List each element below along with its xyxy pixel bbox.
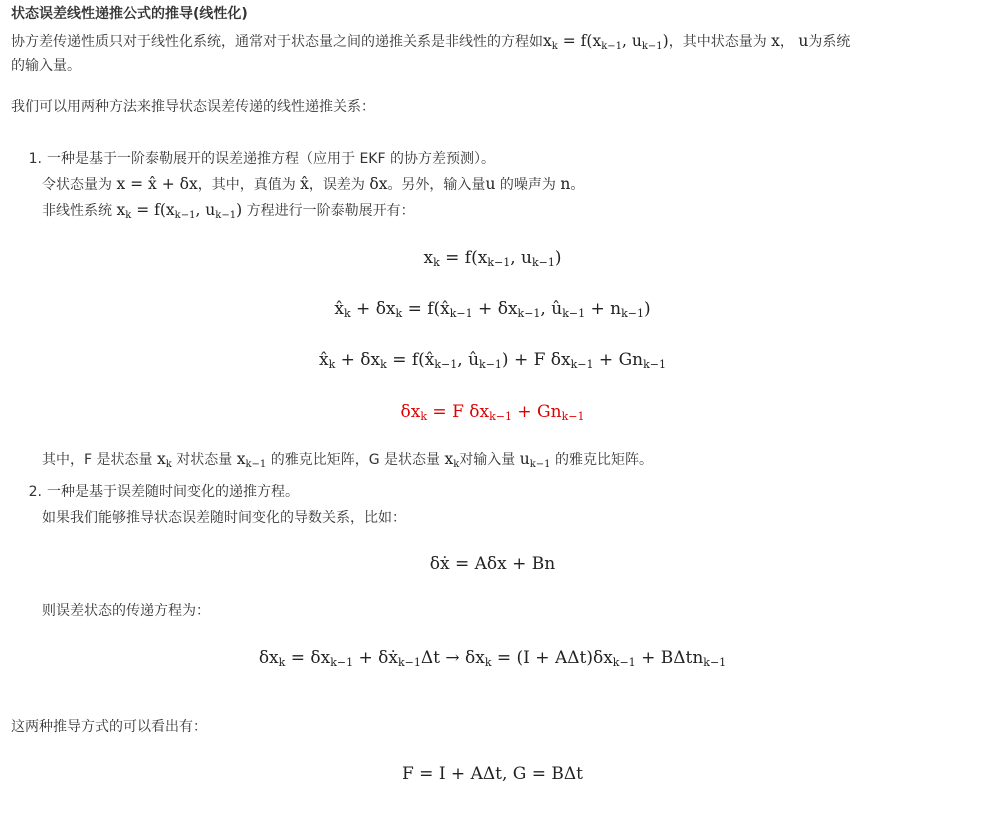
method-1-line-2: 令状态量为 x = x̂ + δx，其中，真值为 x̂，误差为 δx。另外，输入量u 的噪声为 n。: [42, 175, 585, 193]
method-1-heading: 1. 一种是基于一阶泰勒展开的误差递推方程（应用于 EKF 的协方差预测）。: [28, 151, 495, 167]
equation-1: $x_k = f(x_{k-1}$, $u_{k-1}$): [423, 248, 562, 269]
method-2-line-3: 则误差状态的传递方程为：: [42, 603, 210, 619]
methods-intro: 我们可以用两种方法来推导状态误差传递的线性递推关系：: [11, 99, 375, 115]
equation-4-highlight: $\delta x_k = F$ $\delta x_{k-1} + Gn_{k-1}$: [400, 402, 585, 423]
method-1-explanation: 其中，F 是状态量 $x_k$ 对状态量 $x_{k-1}$ 的雅克比矩阵，G 是状态量 $x_k$对输入量 $u_{k-1}$ 的雅克比矩阵。: [42, 450, 653, 470]
method-2-line-2: 如果我们能够推导状态误差随时间变化的导数关系，比如：: [42, 510, 406, 526]
method-1-line-3: 非线性系统 $x_k = f(x_{k-1}$, $u_{k-1}$) 方程进行一阶泰勒展开有：: [42, 201, 415, 221]
equation-7: F = I + AΔt, G = BΔt: [401, 764, 584, 784]
method-2-heading: 2. 一种是基于误差随时间变化的递推方程。: [28, 484, 299, 500]
nonlinear-eq-inline: $x_k = f(x_{k-1}$, $u_{k-1}$): [543, 32, 669, 52]
intro-line-2: 的输入量。: [11, 58, 81, 74]
conclusion-text: 这两种推导方式的可以看出有：: [11, 719, 207, 735]
equation-6: $\delta x_k = \delta x_{k-1}$ + δẋ$_{k-1}$Δt → $\delta x_k = (I + A\Delta t)\delta x_{k-1} + B\Delta tn_{k-1}$: [258, 648, 727, 669]
equation-2: $x̂_k + \delta x_k$ = $f(x̂_{k-1} + \delta x_{k-1}$, $û_{k-1} + n_{k-1}$): [334, 299, 651, 320]
equation-3: $x̂_k + \delta x_k$ = $f(x̂_{k-1}$, $û_{k-1}) + F$ $\delta x_{k-1} + Gn_{k-1}$: [318, 350, 667, 371]
section-title: 状态误差线性递推公式的推导(线性化): [11, 6, 248, 22]
intro-line-1: 协方差传递性质只对于线性化系统，通常对于状态量之间的递推关系是非线性的方程如$x_k = f(x_{k-1}$, $u_{k-1}$)，其中状态量为 x， u为系统: [11, 32, 851, 52]
equation-5: δẋ = Aδx + Bn: [429, 554, 556, 574]
